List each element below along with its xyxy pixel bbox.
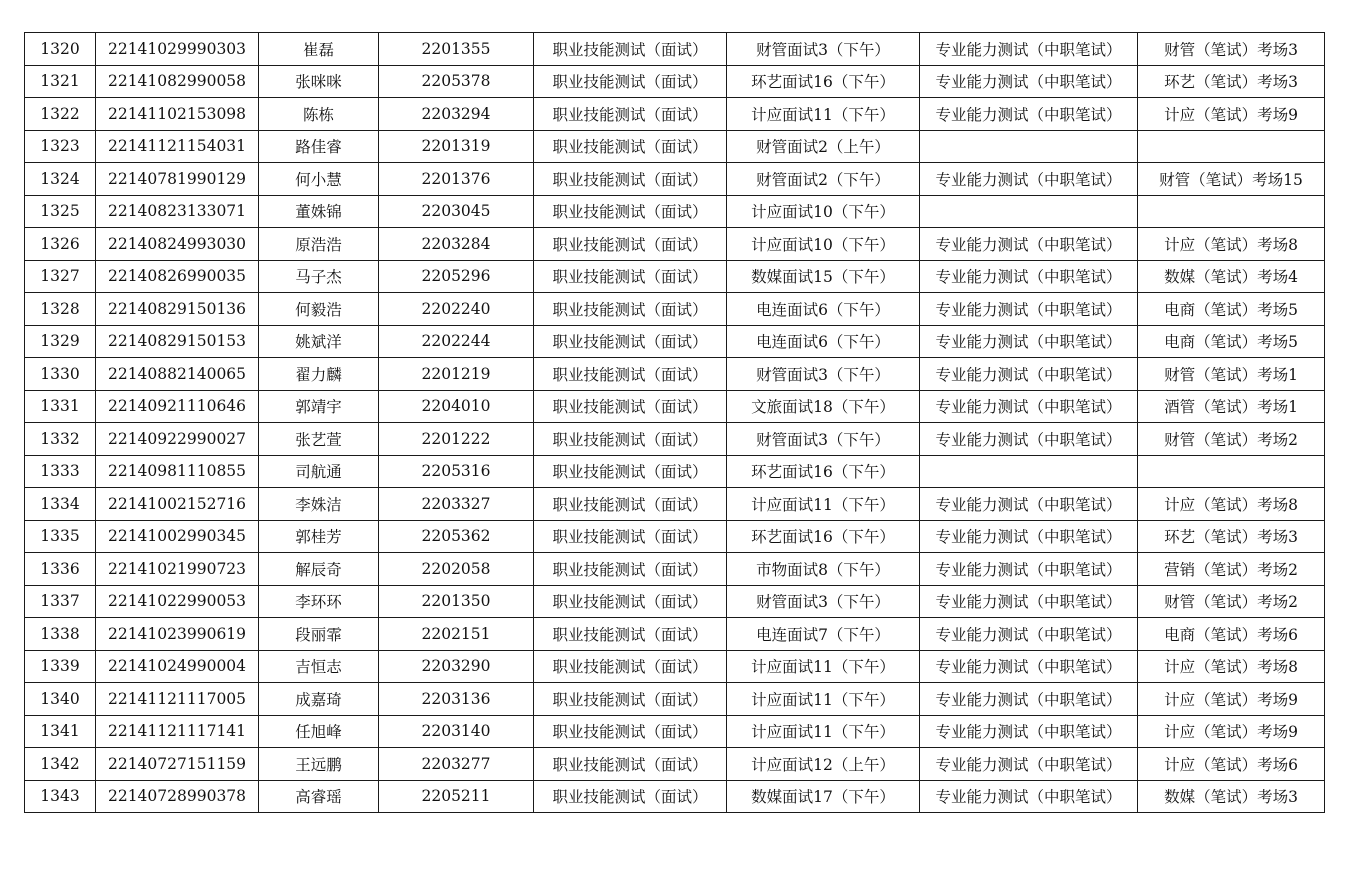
interview-session-cell: 电连面试6（下午） xyxy=(727,325,920,358)
written-subject-cell: 专业能力测试（中职笔试） xyxy=(920,423,1138,456)
name-cell: 吉恒志 xyxy=(259,650,379,683)
interview-subject-cell: 职业技能测试（面试） xyxy=(534,228,727,261)
written-room-cell: 财管（笔试）考场1 xyxy=(1138,358,1325,391)
ticket-number-cell: 2204010 xyxy=(379,390,534,423)
written-room-cell xyxy=(1138,130,1325,163)
name-cell: 董姝锦 xyxy=(259,195,379,228)
interview-session-cell: 财管面试3（下午） xyxy=(727,423,920,456)
interview-subject-cell: 职业技能测试（面试） xyxy=(534,33,727,66)
table-row xyxy=(25,423,1325,456)
written-room-cell: 计应（笔试）考场9 xyxy=(1138,715,1325,748)
ticket-number-cell: 2201222 xyxy=(379,423,534,456)
name-cell: 段丽霏 xyxy=(259,618,379,651)
schedule-table-body xyxy=(25,33,1325,813)
name-cell: 何小慧 xyxy=(259,163,379,196)
name-cell: 姚斌洋 xyxy=(259,325,379,358)
ticket-number-cell: 2205378 xyxy=(379,65,534,98)
table-row xyxy=(25,650,1325,683)
interview-session-cell: 计应面试11（下午） xyxy=(727,650,920,683)
seq-cell: 1321 xyxy=(25,65,96,98)
ticket-number-cell: 2203045 xyxy=(379,195,534,228)
interview-session-cell: 市物面试8（下午） xyxy=(727,553,920,586)
seq-cell: 1322 xyxy=(25,98,96,131)
seq-cell: 1332 xyxy=(25,423,96,456)
ticket-number-cell: 2201219 xyxy=(379,358,534,391)
interview-subject-cell: 职业技能测试（面试） xyxy=(534,585,727,618)
written-subject-cell: 专业能力测试（中职笔试） xyxy=(920,488,1138,521)
ticket-number-cell: 2203294 xyxy=(379,98,534,131)
written-subject-cell: 专业能力测试（中职笔试） xyxy=(920,65,1138,98)
interview-subject-cell: 职业技能测试（面试） xyxy=(534,390,727,423)
written-subject-cell: 专业能力测试（中职笔试） xyxy=(920,390,1138,423)
ticket-number-cell: 2201350 xyxy=(379,585,534,618)
interview-subject-cell: 职业技能测试（面试） xyxy=(534,358,727,391)
written-room-cell: 计应（笔试）考场9 xyxy=(1138,98,1325,131)
exam-id-cell: 22140829150136 xyxy=(96,293,259,326)
name-cell: 李姝洁 xyxy=(259,488,379,521)
ticket-number-cell: 2205296 xyxy=(379,260,534,293)
exam-id-cell: 22141121117005 xyxy=(96,683,259,716)
interview-session-cell: 财管面试3（下午） xyxy=(727,358,920,391)
exam-id-cell: 22140781990129 xyxy=(96,163,259,196)
interview-session-cell: 数媒面试17（下午） xyxy=(727,780,920,813)
interview-subject-cell: 职业技能测试（面试） xyxy=(534,130,727,163)
exam-id-cell: 22141121154031 xyxy=(96,130,259,163)
seq-cell: 1327 xyxy=(25,260,96,293)
written-subject-cell: 专业能力测试（中职笔试） xyxy=(920,520,1138,553)
written-room-cell: 电商（笔试）考场5 xyxy=(1138,293,1325,326)
ticket-number-cell: 2201355 xyxy=(379,33,534,66)
table-row xyxy=(25,455,1325,488)
table-row xyxy=(25,748,1325,781)
table-row xyxy=(25,358,1325,391)
seq-cell: 1329 xyxy=(25,325,96,358)
name-cell: 张咪咪 xyxy=(259,65,379,98)
interview-session-cell: 环艺面试16（下午） xyxy=(727,65,920,98)
ticket-number-cell: 2203136 xyxy=(379,683,534,716)
written-subject-cell: 专业能力测试（中职笔试） xyxy=(920,98,1138,131)
interview-subject-cell: 职业技能测试（面试） xyxy=(534,553,727,586)
table-row xyxy=(25,553,1325,586)
ticket-number-cell: 2202058 xyxy=(379,553,534,586)
seq-cell: 1320 xyxy=(25,33,96,66)
exam-id-cell: 22141121117141 xyxy=(96,715,259,748)
seq-cell: 1338 xyxy=(25,618,96,651)
table-row xyxy=(25,325,1325,358)
written-subject-cell: 专业能力测试（中职笔试） xyxy=(920,748,1138,781)
interview-subject-cell: 职业技能测试（面试） xyxy=(534,683,727,716)
written-room-cell: 计应（笔试）考场8 xyxy=(1138,488,1325,521)
table-row xyxy=(25,293,1325,326)
interview-subject-cell: 职业技能测试（面试） xyxy=(534,650,727,683)
interview-session-cell: 环艺面试16（下午） xyxy=(727,455,920,488)
exam-id-cell: 22141102153098 xyxy=(96,98,259,131)
written-subject-cell: 专业能力测试（中职笔试） xyxy=(920,585,1138,618)
written-subject-cell: 专业能力测试（中职笔试） xyxy=(920,618,1138,651)
written-room-cell: 数媒（笔试）考场4 xyxy=(1138,260,1325,293)
interview-session-cell: 计应面试11（下午） xyxy=(727,98,920,131)
written-room-cell: 电商（笔试）考场6 xyxy=(1138,618,1325,651)
table-row xyxy=(25,130,1325,163)
table-row xyxy=(25,585,1325,618)
written-room-cell: 计应（笔试）考场8 xyxy=(1138,228,1325,261)
interview-subject-cell: 职业技能测试（面试） xyxy=(534,748,727,781)
written-room-cell: 财管（笔试）考场2 xyxy=(1138,585,1325,618)
ticket-number-cell: 2205362 xyxy=(379,520,534,553)
exam-id-cell: 22140829150153 xyxy=(96,325,259,358)
ticket-number-cell: 2202244 xyxy=(379,325,534,358)
interview-subject-cell: 职业技能测试（面试） xyxy=(534,65,727,98)
interview-session-cell: 数媒面试15（下午） xyxy=(727,260,920,293)
name-cell: 张艺萱 xyxy=(259,423,379,456)
written-room-cell: 数媒（笔试）考场3 xyxy=(1138,780,1325,813)
seq-cell: 1341 xyxy=(25,715,96,748)
ticket-number-cell: 2203327 xyxy=(379,488,534,521)
seq-cell: 1324 xyxy=(25,163,96,196)
interview-subject-cell: 职业技能测试（面试） xyxy=(534,715,727,748)
interview-session-cell: 文旅面试18（下午） xyxy=(727,390,920,423)
written-room-cell: 酒管（笔试）考场1 xyxy=(1138,390,1325,423)
name-cell: 高睿瑶 xyxy=(259,780,379,813)
seq-cell: 1326 xyxy=(25,228,96,261)
interview-subject-cell: 职业技能测试（面试） xyxy=(534,195,727,228)
written-subject-cell xyxy=(920,195,1138,228)
ticket-number-cell: 2203290 xyxy=(379,650,534,683)
seq-cell: 1339 xyxy=(25,650,96,683)
table-row xyxy=(25,260,1325,293)
exam-id-cell: 22141082990058 xyxy=(96,65,259,98)
seq-cell: 1323 xyxy=(25,130,96,163)
name-cell: 翟力麟 xyxy=(259,358,379,391)
ticket-number-cell: 2203277 xyxy=(379,748,534,781)
seq-cell: 1333 xyxy=(25,455,96,488)
interview-session-cell: 计应面试12（上午） xyxy=(727,748,920,781)
interview-session-cell: 计应面试10（下午） xyxy=(727,228,920,261)
name-cell: 陈栋 xyxy=(259,98,379,131)
interview-session-cell: 计应面试11（下午） xyxy=(727,683,920,716)
ticket-number-cell: 2205316 xyxy=(379,455,534,488)
written-subject-cell: 专业能力测试（中职笔试） xyxy=(920,325,1138,358)
table-row xyxy=(25,520,1325,553)
written-room-cell xyxy=(1138,195,1325,228)
interview-subject-cell: 职业技能测试（面试） xyxy=(534,293,727,326)
seq-cell: 1336 xyxy=(25,553,96,586)
exam-id-cell: 22141002152716 xyxy=(96,488,259,521)
interview-session-cell: 财管面试3（下午） xyxy=(727,33,920,66)
written-subject-cell: 专业能力测试（中职笔试） xyxy=(920,650,1138,683)
table-row xyxy=(25,683,1325,716)
written-room-cell: 计应（笔试）考场6 xyxy=(1138,748,1325,781)
exam-id-cell: 22141024990004 xyxy=(96,650,259,683)
exam-id-cell: 22141021990723 xyxy=(96,553,259,586)
interview-subject-cell: 职业技能测试（面试） xyxy=(534,423,727,456)
interview-session-cell: 财管面试2（上午） xyxy=(727,130,920,163)
exam-id-cell: 22141023990619 xyxy=(96,618,259,651)
name-cell: 崔磊 xyxy=(259,33,379,66)
table-row xyxy=(25,195,1325,228)
ticket-number-cell: 2201376 xyxy=(379,163,534,196)
exam-id-cell: 22140922990027 xyxy=(96,423,259,456)
written-subject-cell: 专业能力测试（中职笔试） xyxy=(920,260,1138,293)
name-cell: 成嘉琦 xyxy=(259,683,379,716)
table-row xyxy=(25,33,1325,66)
name-cell: 郭桂芳 xyxy=(259,520,379,553)
interview-session-cell: 财管面试2（下午） xyxy=(727,163,920,196)
table-row xyxy=(25,780,1325,813)
table-row xyxy=(25,65,1325,98)
interview-session-cell: 计应面试11（下午） xyxy=(727,488,920,521)
interview-session-cell: 电连面试7（下午） xyxy=(727,618,920,651)
written-subject-cell: 专业能力测试（中职笔试） xyxy=(920,715,1138,748)
seq-cell: 1325 xyxy=(25,195,96,228)
name-cell: 李环环 xyxy=(259,585,379,618)
written-subject-cell: 专业能力测试（中职笔试） xyxy=(920,228,1138,261)
written-subject-cell: 专业能力测试（中职笔试） xyxy=(920,358,1138,391)
written-subject-cell: 专业能力测试（中职笔试） xyxy=(920,33,1138,66)
name-cell: 路佳睿 xyxy=(259,130,379,163)
exam-id-cell: 22141002990345 xyxy=(96,520,259,553)
exam-id-cell: 22140921110646 xyxy=(96,390,259,423)
seq-cell: 1328 xyxy=(25,293,96,326)
ticket-number-cell: 2202240 xyxy=(379,293,534,326)
interview-subject-cell: 职业技能测试（面试） xyxy=(534,163,727,196)
ticket-number-cell: 2203284 xyxy=(379,228,534,261)
written-room-cell: 计应（笔试）考场8 xyxy=(1138,650,1325,683)
exam-id-cell: 22140882140065 xyxy=(96,358,259,391)
name-cell: 解辰奇 xyxy=(259,553,379,586)
exam-id-cell: 22140727151159 xyxy=(96,748,259,781)
interview-session-cell: 计应面试10（下午） xyxy=(727,195,920,228)
interview-session-cell: 电连面试6（下午） xyxy=(727,293,920,326)
interview-subject-cell: 职业技能测试（面试） xyxy=(534,780,727,813)
written-room-cell: 营销（笔试）考场2 xyxy=(1138,553,1325,586)
seq-cell: 1340 xyxy=(25,683,96,716)
ticket-number-cell: 2201319 xyxy=(379,130,534,163)
name-cell: 郭靖宇 xyxy=(259,390,379,423)
seq-cell: 1337 xyxy=(25,585,96,618)
interview-subject-cell: 职业技能测试（面试） xyxy=(534,325,727,358)
written-room-cell xyxy=(1138,455,1325,488)
written-room-cell: 财管（笔试）考场15 xyxy=(1138,163,1325,196)
interview-session-cell: 计应面试11（下午） xyxy=(727,715,920,748)
table-row xyxy=(25,98,1325,131)
exam-id-cell: 22140826990035 xyxy=(96,260,259,293)
ticket-number-cell: 2202151 xyxy=(379,618,534,651)
seq-cell: 1330 xyxy=(25,358,96,391)
table-row xyxy=(25,488,1325,521)
written-subject-cell: 专业能力测试（中职笔试） xyxy=(920,683,1138,716)
exam-id-cell: 22140823133071 xyxy=(96,195,259,228)
table-row xyxy=(25,228,1325,261)
interview-subject-cell: 职业技能测试（面试） xyxy=(534,618,727,651)
written-room-cell: 计应（笔试）考场9 xyxy=(1138,683,1325,716)
seq-cell: 1335 xyxy=(25,520,96,553)
ticket-number-cell: 2203140 xyxy=(379,715,534,748)
interview-subject-cell: 职业技能测试（面试） xyxy=(534,455,727,488)
written-room-cell: 电商（笔试）考场5 xyxy=(1138,325,1325,358)
seq-cell: 1334 xyxy=(25,488,96,521)
name-cell: 司航通 xyxy=(259,455,379,488)
name-cell: 何毅浩 xyxy=(259,293,379,326)
seq-cell: 1331 xyxy=(25,390,96,423)
written-subject-cell: 专业能力测试（中职笔试） xyxy=(920,293,1138,326)
written-subject-cell: 专业能力测试（中职笔试） xyxy=(920,780,1138,813)
interview-subject-cell: 职业技能测试（面试） xyxy=(534,98,727,131)
name-cell: 原浩浩 xyxy=(259,228,379,261)
interview-session-cell: 财管面试3（下午） xyxy=(727,585,920,618)
written-subject-cell: 专业能力测试（中职笔试） xyxy=(920,553,1138,586)
written-subject-cell: 专业能力测试（中职笔试） xyxy=(920,163,1138,196)
written-subject-cell xyxy=(920,130,1138,163)
name-cell: 马子杰 xyxy=(259,260,379,293)
name-cell: 王远鹏 xyxy=(259,748,379,781)
exam-id-cell: 22141022990053 xyxy=(96,585,259,618)
written-room-cell: 环艺（笔试）考场3 xyxy=(1138,65,1325,98)
interview-subject-cell: 职业技能测试（面试） xyxy=(534,488,727,521)
name-cell: 任旭峰 xyxy=(259,715,379,748)
ticket-number-cell: 2205211 xyxy=(379,780,534,813)
schedule-table xyxy=(24,32,1325,813)
table-row xyxy=(25,390,1325,423)
seq-cell: 1342 xyxy=(25,748,96,781)
interview-subject-cell: 职业技能测试（面试） xyxy=(534,260,727,293)
exam-id-cell: 22140824993030 xyxy=(96,228,259,261)
interview-subject-cell: 职业技能测试（面试） xyxy=(534,520,727,553)
written-room-cell: 财管（笔试）考场3 xyxy=(1138,33,1325,66)
table-row xyxy=(25,715,1325,748)
exam-id-cell: 22140981110855 xyxy=(96,455,259,488)
exam-id-cell: 22141029990303 xyxy=(96,33,259,66)
written-subject-cell xyxy=(920,455,1138,488)
table-row xyxy=(25,618,1325,651)
interview-session-cell: 环艺面试16（下午） xyxy=(727,520,920,553)
exam-id-cell: 22140728990378 xyxy=(96,780,259,813)
seq-cell: 1343 xyxy=(25,780,96,813)
written-room-cell: 财管（笔试）考场2 xyxy=(1138,423,1325,456)
written-room-cell: 环艺（笔试）考场3 xyxy=(1138,520,1325,553)
table-row xyxy=(25,163,1325,196)
